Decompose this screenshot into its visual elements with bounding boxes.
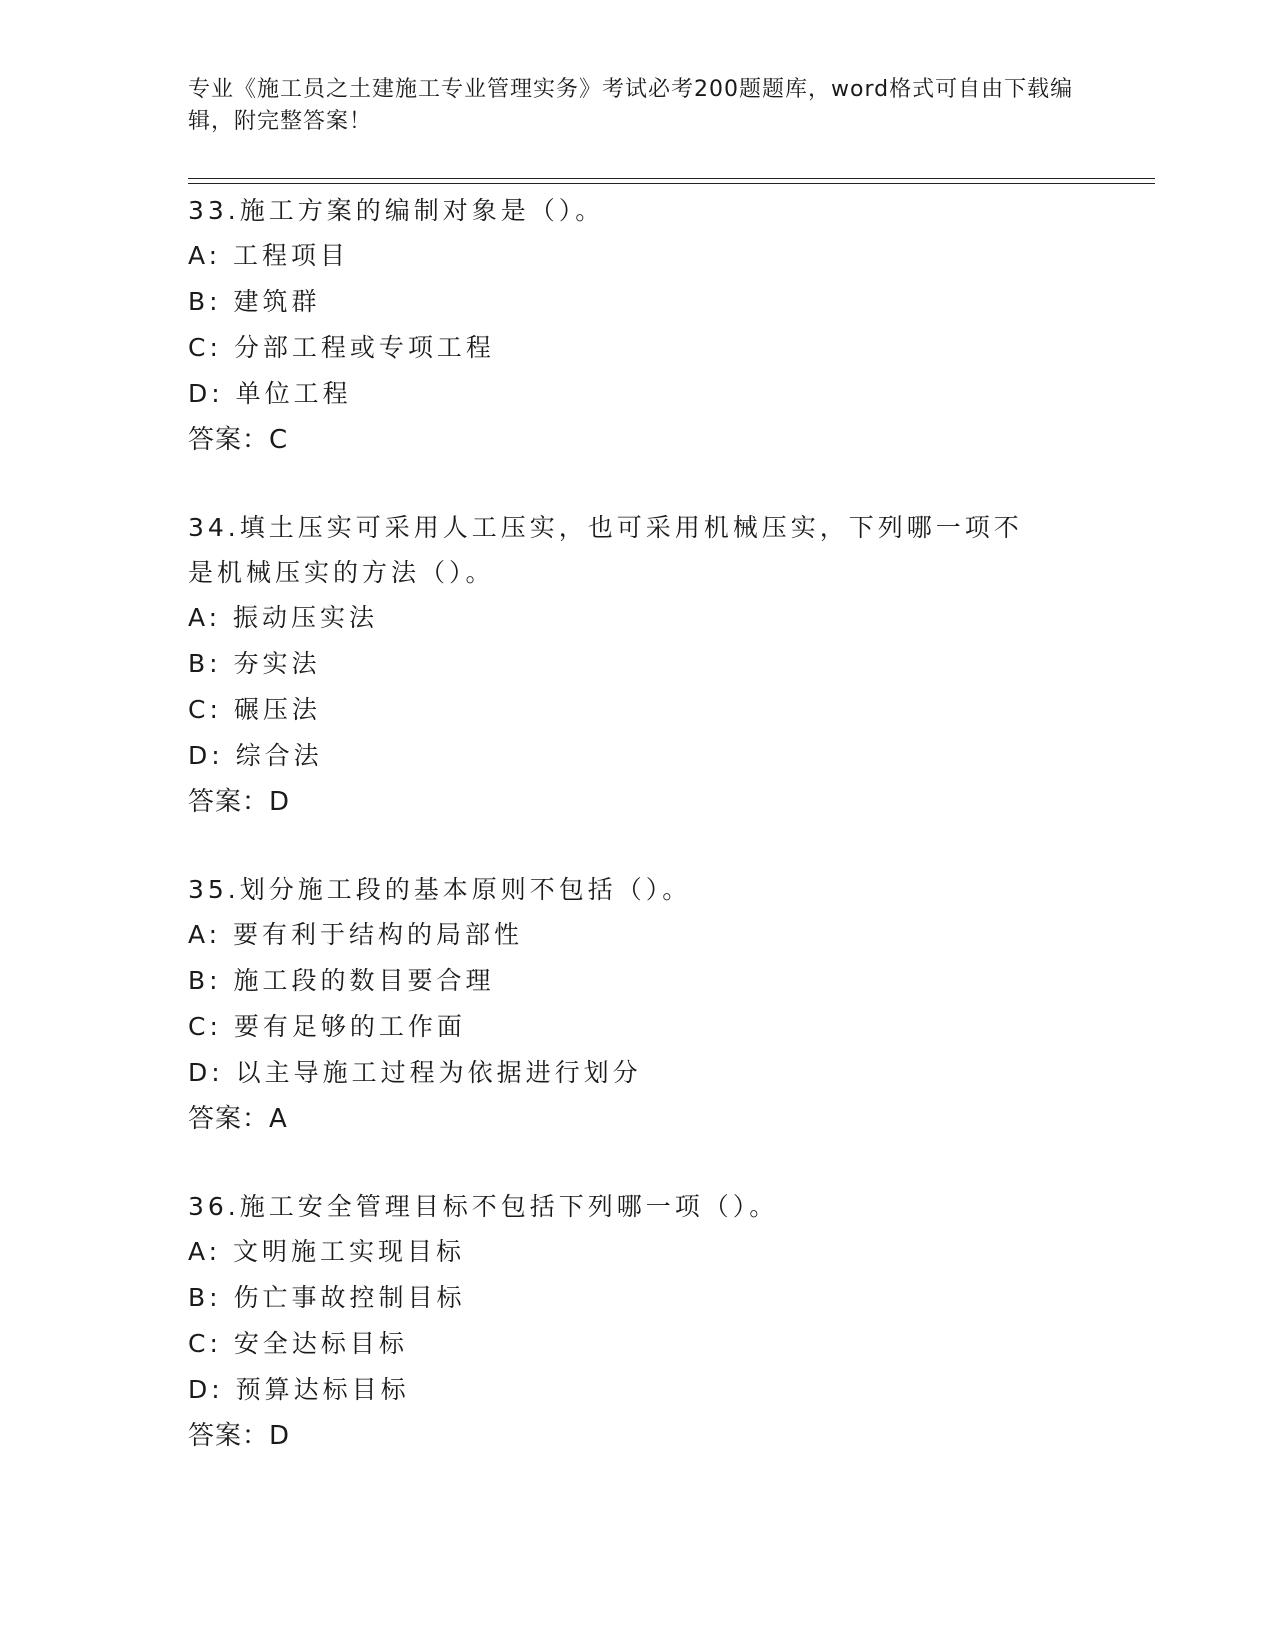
question-stem: 36.施工安全管理目标不包括下列哪一项（）。	[188, 1192, 779, 1221]
option-d: D: 预算达标目标	[188, 1375, 410, 1404]
answer: 答案：C	[188, 425, 289, 455]
question-stem: 33.施工方案的编制对象是（）。	[188, 196, 605, 225]
option-a: A: 要有利于结构的局部性	[188, 920, 524, 949]
option-b: B: 建筑群	[188, 287, 321, 316]
option-b: B: 伤亡事故控制目标	[188, 1283, 466, 1312]
question-33	[188, 188, 1088, 463]
option-c: C: 安全达标目标	[188, 1329, 408, 1358]
header-divider-top	[188, 178, 1155, 179]
option-b: B: 施工段的数目要合理	[188, 966, 495, 995]
option-a: A: 振动压实法	[188, 603, 379, 632]
option-b: B: 夯实法	[188, 649, 321, 678]
option-d: D: 以主导施工过程为依据进行划分	[188, 1058, 642, 1087]
header-divider-bottom	[188, 183, 1155, 184]
option-d: D: 单位工程	[188, 379, 352, 408]
answer: 答案：A	[188, 1104, 288, 1134]
option-c: C: 碾压法	[188, 695, 321, 724]
option-c: C: 要有足够的工作面	[188, 1012, 466, 1041]
answer: 答案：D	[188, 1421, 291, 1451]
option-a: A: 工程项目	[188, 241, 350, 270]
question-stem: 34.填土压实可采用人工压实，也可采用机械压实，下列哪一项不是机械压实的方法（）。	[188, 513, 1023, 587]
document-header: 专业《施工员之土建施工专业管理实务》考试必考200题题库，word格式可自由下载编辑，附完整答案！	[188, 77, 1074, 134]
option-c: C: 分部工程或专项工程	[188, 333, 495, 362]
option-a: A: 文明施工实现目标	[188, 1237, 466, 1266]
answer: 答案：D	[188, 787, 291, 817]
question-36	[188, 1184, 1088, 1459]
question-stem: 35.划分施工段的基本原则不包括（）。	[188, 875, 692, 904]
question-34	[188, 505, 1088, 825]
question-list	[188, 188, 1088, 1489]
question-35	[188, 867, 1088, 1142]
option-d: D: 综合法	[188, 741, 323, 770]
